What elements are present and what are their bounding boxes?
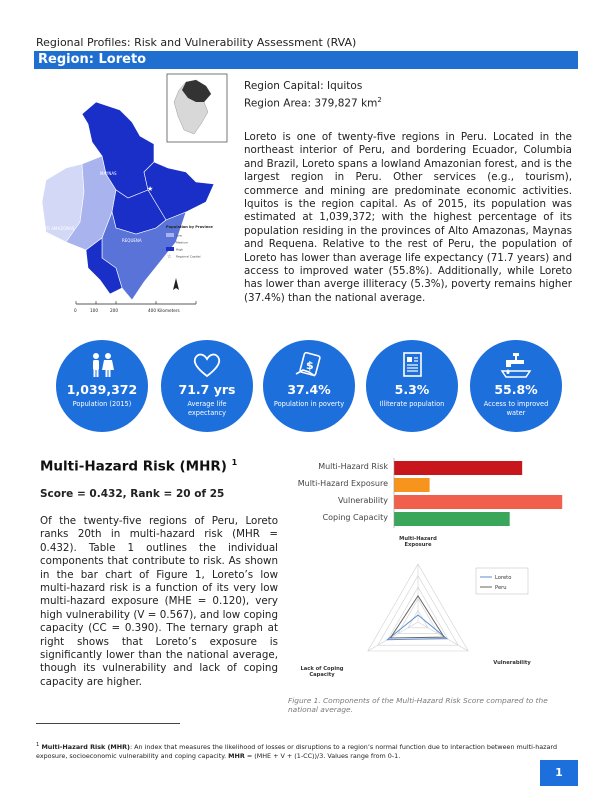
- region-area-text: Region Area: 379,827 km: [244, 97, 378, 110]
- figure-caption: Figure 1. Components of the Multi-Hazard Risk Score compared to the national average.: [288, 696, 548, 714]
- bar: [394, 512, 510, 526]
- map-label-alto-amazonas: ALTO AMAZONAS: [40, 226, 75, 231]
- bar: [394, 495, 562, 509]
- bar-label: Coping Capacity: [322, 513, 388, 522]
- radar-legend: [476, 568, 528, 594]
- stat-illiteracy-value: 5.3%: [394, 382, 430, 397]
- stat-poverty-label: Population in poverty: [273, 400, 345, 408]
- region-capital: Region Capital: Iquitos: [244, 80, 363, 92]
- legend-low: Low: [176, 233, 182, 238]
- radar-legend-label: Loreto: [495, 575, 512, 581]
- document-icon: [396, 352, 428, 378]
- stat-illiteracy: [366, 340, 458, 432]
- stat-population-label: Population (2015): [72, 400, 132, 408]
- bar: [394, 478, 430, 492]
- region-area: [244, 93, 382, 111]
- radar-series-peru: [390, 596, 444, 638]
- faucet-icon: [500, 352, 532, 378]
- footnote-number: 1: [36, 742, 40, 748]
- radar-axis-label: Vulnerability: [493, 660, 531, 666]
- map-label-requena: REQUENA: [122, 238, 142, 243]
- mhr-body-text: Of the twenty-five regions of Peru, Loreto ranks 20th in multi-hazard risk (MHR = 0.432). Table 1 outlines the individual components that contribute to risk. As shown in the bar chart of Figure 1, Loreto’s low multi-hazard risk is a function of its very low multi-hazard exposure (MHE = 0.120), very high vulnerability (V = 0.567), and low coping capacity (CC = 0.390). The ternary graph at right shows that Loreto’s exposure is significantly lower than the national average, though its vulnerability and lack of coping capacity are higher.: [40, 515, 278, 688]
- mhr-footnote-ref: 1: [231, 458, 238, 467]
- bar-label: Multi-Hazard Exposure: [297, 479, 388, 488]
- map-scale-bar: [74, 301, 196, 313]
- legend-regional-capital: Regional Capital: [176, 254, 201, 259]
- north-arrow-icon: [173, 278, 179, 290]
- map-label-maynas: MAYNAS: [100, 171, 117, 176]
- money-hand-icon: [293, 352, 325, 378]
- page-number: 1: [540, 760, 578, 786]
- footnote-rule: [36, 723, 180, 724]
- footnote: [36, 741, 576, 760]
- scale-label-200: 200: [110, 308, 118, 313]
- radar-legend-label: Peru: [495, 585, 507, 591]
- legend-title: Population by Province: [166, 225, 213, 229]
- stat-population-value: 1,039,372: [66, 382, 138, 397]
- region-title: Region: Loreto: [38, 52, 147, 67]
- bar-label: Multi-Hazard Risk: [318, 462, 388, 471]
- stat-life-expectancy-label: Average life expectancy: [187, 400, 227, 417]
- footnote-text: : An index that measures the likelihood of losses or disruptions to a region’s normal function due to interaction between multi-hazard exposure, socioeconomic vulnerability and coping capacity.: [36, 743, 558, 760]
- radar-axis-label: Lack of Coping Capacity: [300, 666, 344, 678]
- people-icon: [86, 352, 118, 378]
- mhr-score-line: Score = 0.432, Rank = 20 of 25: [40, 488, 225, 500]
- loreto-province-map: [36, 72, 236, 322]
- report-series-title: Regional Profiles: Risk and Vulnerability Assessment (RVA): [36, 36, 357, 49]
- stat-illiteracy-label: Illiterate population: [379, 400, 445, 408]
- footnote-formula: = (MHE + V + (1-CC))/3. Values range from 0-1.: [244, 751, 401, 760]
- stat-improved-water-value: 55.8%: [494, 382, 538, 397]
- bar: [394, 461, 522, 475]
- stat-population: [56, 340, 148, 432]
- region-description: Loreto is one of twenty-five regions in Peru. Located in the northeast interior of Peru, and bordering Ecuador, Columbia and Brazil, Loreto spans a lowland Amazonian forest, and is the largest region in Peru. Other services (e.g., tourism), commerce and mining are predominate economic activities. Iquitos is the region capital. As of 2015, its population was estimated at 1,039,372; with the highest percentage of its population residing in the provinces of Alto Amazonas, Maynas and Requena. Relative to the rest of Peru, the population of Loreto has lower than average life expectancy (71.7 years) and access to improved water (55.8%). Additionally, while Loreto has lower than averge illiteracy (5.3%), poverty remains higher (37.4%) than the national average.: [244, 131, 572, 304]
- legend-medium: Medium: [176, 240, 188, 245]
- mhr-heading: [40, 458, 237, 475]
- mhr-heading-text: Multi-Hazard Risk (MHR): [40, 458, 227, 475]
- scale-label-400: 400 Kilometers: [148, 308, 180, 313]
- regional-capital-star-icon: ★: [147, 185, 154, 193]
- radar-spoke: [418, 622, 468, 651]
- footnote-term: Multi-Hazard Risk (MHR): [41, 743, 130, 752]
- radar-axis-label: Multi-Hazard Exposure: [399, 536, 437, 548]
- stat-life-expectancy: [161, 340, 253, 432]
- stat-improved-water: [470, 340, 562, 432]
- stat-poverty-value: 37.4%: [287, 382, 331, 397]
- mhr-components-bar-chart: [284, 458, 584, 528]
- svg-text:$: $: [306, 359, 314, 372]
- stat-poverty: [263, 340, 355, 432]
- mhr-radar-chart: [300, 530, 540, 690]
- bar-label: Vulnerability: [337, 496, 388, 505]
- legend-high: High: [176, 247, 183, 252]
- legend-star-icon: ☆: [167, 254, 172, 260]
- footnote-formula-label: MHR: [228, 751, 245, 760]
- region-area-unit-sup: 2: [377, 96, 382, 104]
- stat-improved-water-label: Access to improved water: [483, 400, 549, 417]
- peru-inset-map: [167, 74, 227, 142]
- scale-label-0: 0: [74, 308, 77, 313]
- heart-icon: [191, 352, 223, 378]
- stat-life-expectancy-value: 71.7 yrs: [178, 382, 236, 397]
- scale-label-100: 100: [90, 308, 98, 313]
- radar-spoke: [368, 622, 418, 651]
